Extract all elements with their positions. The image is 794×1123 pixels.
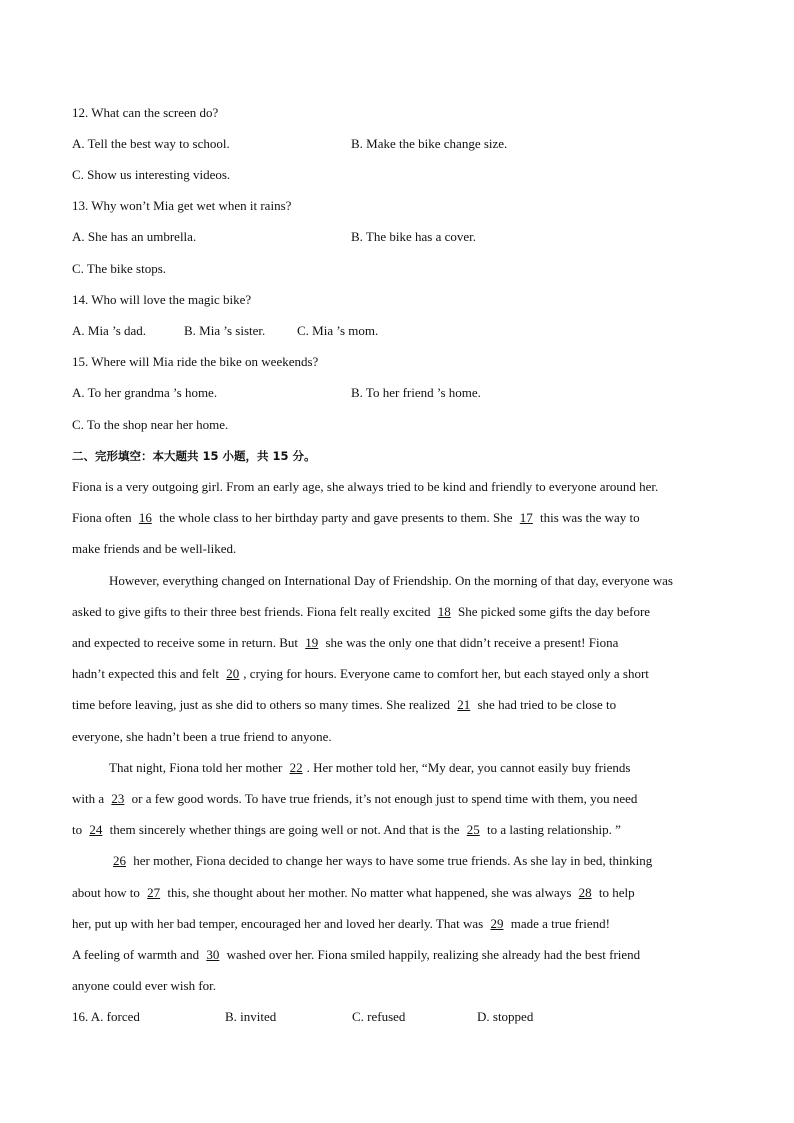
option-a: A. Tell the best way to school.: [72, 136, 230, 151]
passage-text: washed over her. Fiona smiled happily, realizing she already had the best friend: [223, 947, 641, 962]
blank-28: 28: [578, 885, 592, 900]
blank-16: 16: [138, 510, 152, 525]
blank-18: 18: [437, 604, 451, 619]
passage-text: A feeling of warmth and: [72, 947, 203, 962]
passage-text: this, she thought about her mother. No matter what happened, she was always: [164, 885, 575, 900]
passage-text: Fiona often: [72, 510, 135, 525]
question-13-stem: 13. Why won’t Mia get wet when it rains?: [72, 198, 292, 213]
blank-27: 27: [147, 885, 161, 900]
passage-line: [72, 822, 732, 838]
passage-text: she was the only one that didn’t receive a present! Fiona: [322, 635, 619, 650]
blank-21: 21: [457, 697, 471, 712]
passage-text: , crying for hours. Everyone came to comfort her, but each stayed only a short: [243, 666, 649, 681]
passage-text: the whole class to her birthday party and gave presents to them. She: [155, 510, 516, 525]
option-d: D. stopped: [477, 1009, 534, 1024]
passage-text: her mother, Fiona decided to change her ways to have some true friends. As she lay in bed, thinking: [130, 853, 653, 868]
section-heading: 二、完形填空：本大题共 15 小题，共 15 分。: [72, 449, 316, 463]
passage-text: them sincerely whether things are going well or not. And that is the: [106, 822, 463, 837]
passage-line: anyone could ever wish for.: [72, 978, 217, 993]
passage-line: [72, 604, 732, 620]
option-c: C. The bike stops.: [72, 261, 167, 276]
passage-text: asked to give gifts to their three best friends. Fiona felt really excited: [72, 604, 434, 619]
option-b: B. invited: [225, 1009, 277, 1024]
passage-text: or a few good words. To have true friends, it’s not enough just to spend time with them, you need: [128, 791, 638, 806]
passage-line: [72, 791, 732, 807]
blank-23: 23: [111, 791, 125, 806]
passage-text: That night, Fiona told her mother: [109, 760, 286, 775]
passage-text: to a lasting relationship. ”: [483, 822, 621, 837]
passage-text: She picked some gifts the day before: [454, 604, 651, 619]
passage-line: Fiona is a very outgoing girl. From an early age, she always tried to be kind and friendly to everyone around her.: [72, 479, 659, 494]
passage-text: to: [72, 822, 86, 837]
passage-text: to help: [595, 885, 635, 900]
passage-text: her, put up with her bad temper, encouraged her and loved her dearly. That was: [72, 916, 487, 931]
blank-17: 17: [519, 510, 533, 525]
question-12-stem: 12. What can the screen do?: [72, 105, 219, 120]
blank-19: 19: [305, 635, 319, 650]
option-c: C. Show us interesting videos.: [72, 167, 231, 182]
passage-text: time before leaving, just as she did to others so many times. She realized: [72, 697, 454, 712]
passage-line: [72, 666, 732, 682]
option-b: B. Make the bike change size.: [351, 136, 508, 151]
passage-text: about how to: [72, 885, 144, 900]
passage-line: [72, 947, 732, 963]
blank-22: 22: [289, 760, 303, 775]
blank-25: 25: [466, 822, 480, 837]
passage-text: made a true friend!: [507, 916, 610, 931]
blank-30: 30: [206, 947, 220, 962]
option-c: C. refused: [352, 1009, 406, 1024]
passage-text: this was the way to: [536, 510, 640, 525]
option-b: B. To her friend ’s home.: [351, 385, 481, 400]
passage-text: with a: [72, 791, 108, 806]
passage-text: she had tried to be close to: [474, 697, 617, 712]
passage-line: [72, 916, 732, 932]
blank-29: 29: [490, 916, 504, 931]
passage-text: and expected to receive some in return. But: [72, 635, 302, 650]
question-14-stem: 14. Who will love the magic bike?: [72, 292, 252, 307]
option-c: C. To the shop near her home.: [72, 417, 229, 432]
passage-text: hadn’t expected this and felt: [72, 666, 223, 681]
option-a: 16. A. forced: [72, 1009, 140, 1024]
blank-24: 24: [89, 822, 103, 837]
question-15-stem: 15. Where will Mia ride the bike on weekends?: [72, 354, 319, 369]
option-b: B. The bike has a cover.: [351, 229, 477, 244]
passage-line: [72, 885, 732, 901]
passage-line: [72, 510, 732, 526]
option-b: B. Mia ’s sister.: [184, 323, 266, 338]
blank-20: 20: [226, 666, 240, 681]
option-a: A. She has an umbrella.: [72, 229, 197, 244]
passage-line: everyone, she hadn’t been a true friend to anyone.: [72, 729, 332, 744]
option-c: C. Mia ’s mom.: [297, 323, 379, 338]
option-a: A. To her grandma ’s home.: [72, 385, 218, 400]
passage-line: [72, 697, 732, 713]
blank-26: 26: [113, 853, 126, 868]
passage-line: [72, 635, 732, 651]
passage-text: . Her mother told her, “My dear, you cannot easily buy friends: [306, 760, 631, 775]
passage-line: make friends and be well-liked.: [72, 541, 237, 556]
passage-line: [109, 853, 769, 869]
passage-line: [109, 760, 769, 776]
passage-line: However, everything changed on International Day of Friendship. On the morning of that day, everyone was: [109, 573, 673, 588]
option-a: A. Mia ’s dad.: [72, 323, 147, 338]
